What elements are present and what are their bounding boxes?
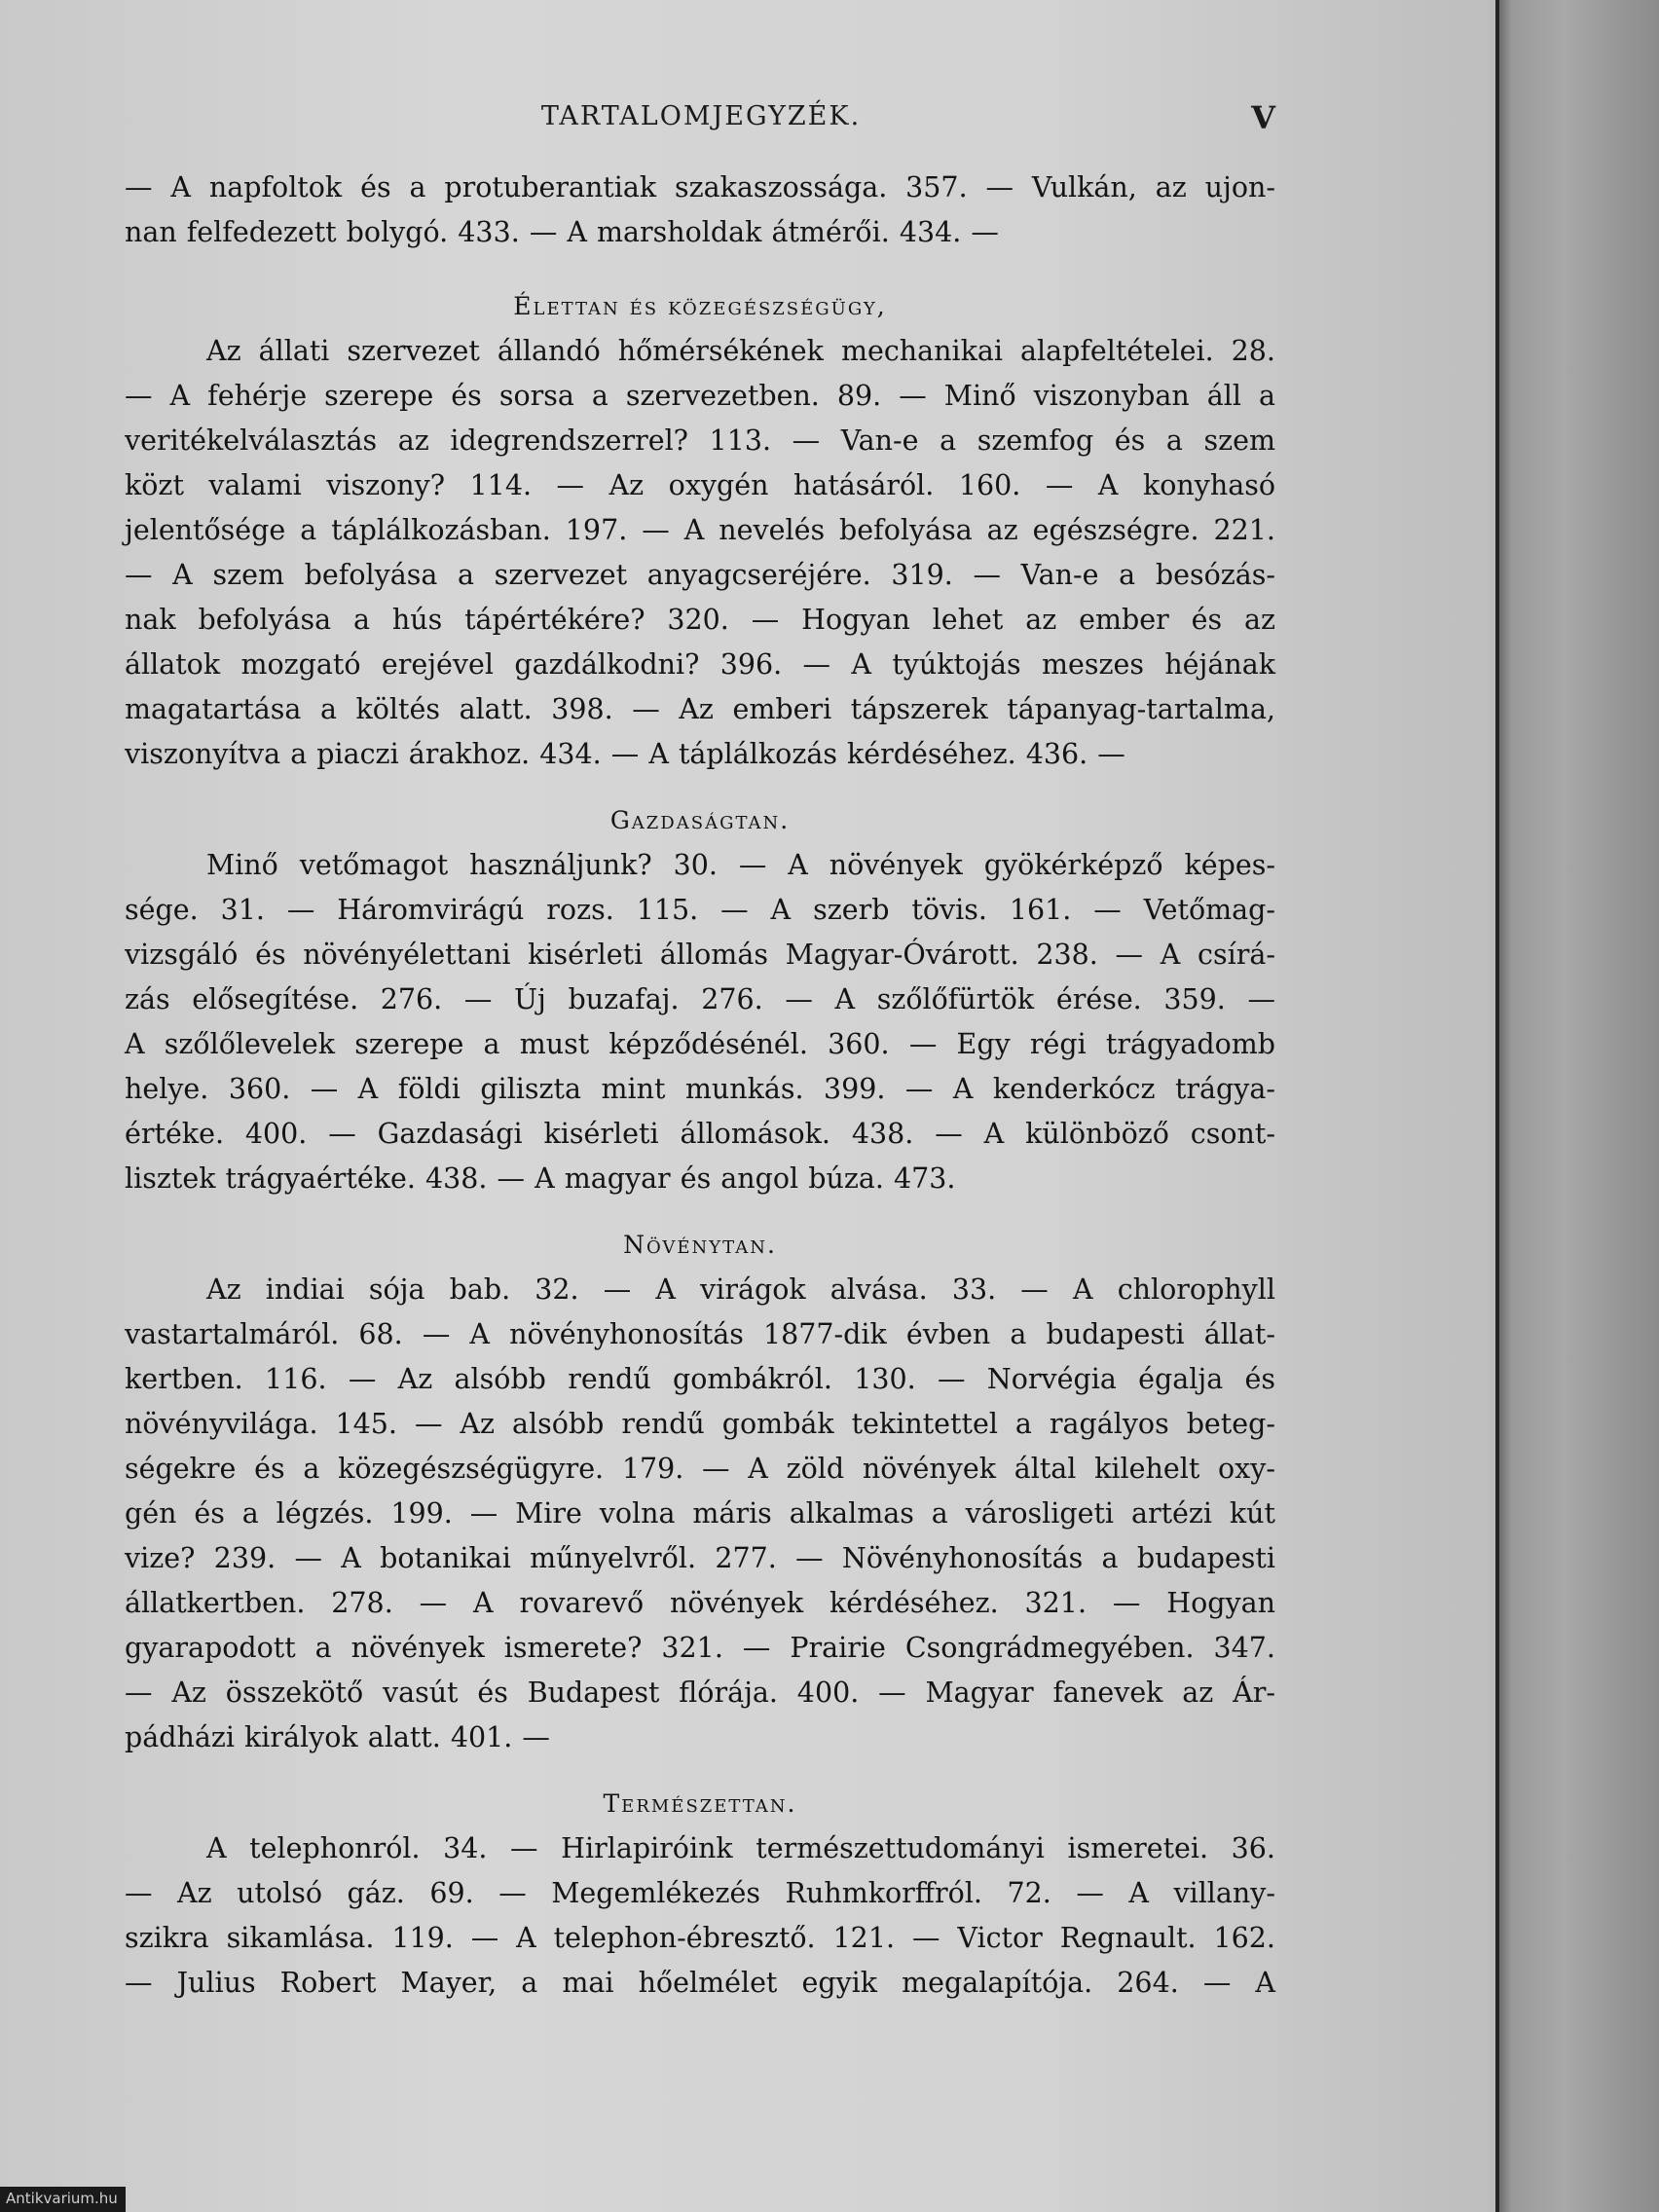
text-line: — A fehérje szerepe és sorsa a szervezetben. 89. — Minő viszonyban áll a	[125, 380, 1275, 412]
text-line: — A napfoltok és a protuberantiak szakaszossága. 357. — Vulkán, az ujon-	[125, 171, 1275, 203]
text-line: vizsgáló és növényélettani kisérleti állomás Magyar-Óvárott. 238. — A csírá-	[125, 939, 1275, 971]
text-line: nak befolyása a hús tápértékére? 320. — Hogyan lehet az ember és az	[125, 604, 1275, 636]
text-line: vastartalmáról. 68. — A növényhonosítás 1877-dik évben a budapesti állat-	[125, 1318, 1275, 1350]
text-line: Az állati szervezet állandó hőmérsékének mechanikai alapfeltételei. 28.	[206, 335, 1275, 367]
text-line: állatkertben. 278. — A rovarevő növények kérdéséhez. 321. — Hogyan	[125, 1587, 1275, 1619]
text-line: — A szem befolyása a szervezet anyagcseréjére. 319. — Van-e a besózás-	[125, 559, 1275, 591]
section-title-novenytan: Növénytan.	[623, 1231, 777, 1259]
running-head	[127, 101, 1275, 140]
text-line: zás elősegítése. 276. — Új buzafaj. 276. — A szőlőfürtök érése. 359. —	[125, 983, 1275, 1015]
section-paragraph-elettan	[125, 329, 1275, 777]
text-line: állatok mozgató erejével gazdálkodni? 396. — A tyúktojás meszes héjának	[125, 648, 1275, 681]
text-line: A telephonról. 34. — Hirlapiróink természettudományi ismeretei. 36.	[206, 1832, 1275, 1864]
text-line: értéke. 400. — Gazdasági kisérleti állomások. 438. — A különböző csont-	[125, 1118, 1275, 1150]
text-line: Minő vetőmagot használjunk? 30. — A növények gyökérképző képes-	[206, 849, 1275, 881]
table-of-contents	[125, 166, 1275, 2006]
text-line: szikra sikamlása. 119. — A telephon-ébresztő. 121. — Victor Regnault. 162.	[125, 1922, 1275, 1954]
text-line: A szőlőlevelek szerepe a must képződésénél. 360. — Egy régi trágyadomb	[125, 1028, 1275, 1060]
text-line: Az indiai sója bab. 32. — A virágok alvása. 33. — A chlorophyll	[206, 1273, 1275, 1306]
text-line: — Az utolsó gáz. 69. — Megemlékezés Ruhmkorffról. 72. — A villany-	[125, 1877, 1275, 1909]
text-line: — Az összekötő vasút és Budapest flórája. 400. — Magyar fanevek az Ár-	[125, 1677, 1275, 1709]
text-line: sége. 31. — Háromvirágú rozs. 115. — A szerb tövis. 161. — Vetőmag-	[125, 894, 1275, 926]
text-line: növényvilága. 145. — Az alsóbb rendű gombák tekintettel a ragályos beteg-	[125, 1408, 1275, 1440]
book-gutter	[1499, 0, 1659, 2212]
intro-paragraph	[125, 166, 1275, 255]
text-line: közt valami viszony? 114. — Az oxygén hatásáról. 160. — A konyhasó	[125, 469, 1275, 501]
text-line: pádházi királyok alatt. 401. —	[125, 1721, 550, 1753]
section-paragraph-gazdasagtan	[125, 843, 1275, 1201]
text-line: ségekre és a közegészségügyre. 179. — A zöld növények által kilehelt oxy-	[125, 1453, 1275, 1485]
section-paragraph-novenytan	[125, 1268, 1275, 1760]
page-number: V	[1251, 99, 1275, 136]
text-line: jelentősége a táplálkozásban. 197. — A nevelés befolyása az egészségre. 221.	[125, 514, 1275, 546]
text-line: viszonyítva a piaczi árakhoz. 434. — A táplálkozás kérdéséhez. 436. —	[125, 738, 1125, 770]
section-title-gazdasagtan: Gazdaságtan.	[609, 806, 791, 834]
text-line: lisztek trágyaértéke. 438. — A magyar és angol búza. 473.	[125, 1162, 956, 1195]
text-line: kertben. 116. — Az alsóbb rendű gombákról. 130. — Norvégia égalja és	[125, 1363, 1275, 1395]
text-line: vize? 239. — A botanikai műnyelvről. 277. — Növényhonosítás a budapesti	[125, 1542, 1275, 1574]
text-line: nan felfedezett bolygó. 433. — A marsholdak átmérői. 434. —	[125, 216, 999, 248]
section-title-termeszettan: Természettan.	[603, 1789, 797, 1818]
running-title: TARTALOMJEGYZÉK.	[540, 101, 862, 131]
section-paragraph-termeszettan	[125, 1826, 1275, 2006]
text-line: — Julius Robert Mayer, a mai hőelmélet egyik megalapítója. 264. — A	[125, 1967, 1275, 1999]
text-line: gén és a légzés. 199. — Mire volna máris alkalmas a városligeti artézi kút	[125, 1497, 1275, 1530]
watermark: Antikvarium.hu	[0, 2187, 126, 2212]
text-line: helye. 360. — A földi giliszta mint munkás. 399. — A kenderkócz trágya-	[125, 1073, 1275, 1105]
text-line: veritékelválasztás az idegrendszerrel? 113. — Van-e a szemfog és a szem	[125, 424, 1275, 457]
text-line: magatartása a költés alatt. 398. — Az emberi tápszerek tápanyag-tartalma,	[125, 693, 1275, 725]
text-line: gyarapodott a növények ismerete? 321. — Prairie Csongrádmegyében. 347.	[125, 1632, 1275, 1664]
section-title-elettan: Élettan és közegészségügy,	[513, 292, 887, 320]
